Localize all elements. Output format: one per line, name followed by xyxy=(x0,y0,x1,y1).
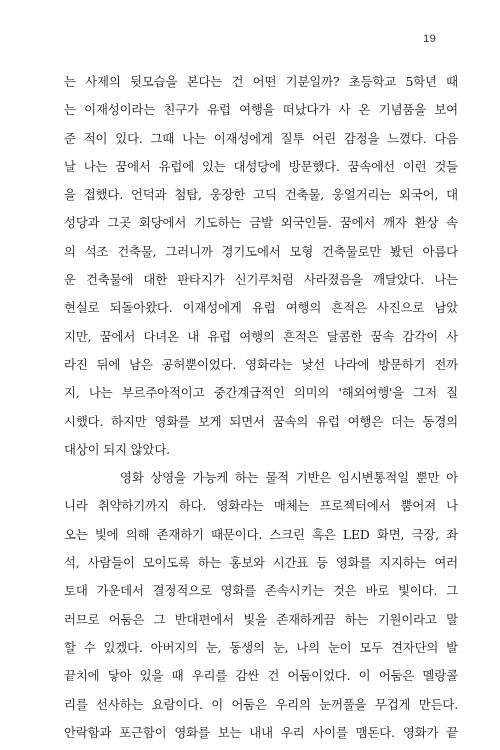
text-line: 준 적이 있다. 그때 나는 이재성에게 질투 어린 감정을 느꼈다. 다음 xyxy=(64,130,458,146)
paragraph-2 xyxy=(64,464,458,747)
text-line: 지, 나는 부르주아적이고 중간계급적인 의미의 '해외여행'을 그저 질 xyxy=(64,385,458,401)
text-line: 시했다. 하지만 영화를 보게 되면서 꿈속의 유럽 여행은 더는 동경의 xyxy=(64,413,458,429)
page-number: 19 xyxy=(423,33,436,45)
text-line: 영화 상영을 가능케 하는 물적 기반은 임시변통적일 뿐만 아 xyxy=(120,470,458,486)
text-line: 러므로 어둠은 그 반대편에서 빛을 존재하게끔 하는 기원이라고 말 xyxy=(64,611,458,627)
text-line: 라진 뒤에 남은 공허뿐이었다. 영화라는 낯선 나라에 방문하기 전까 xyxy=(64,356,458,372)
text-line: 석, 사람들이 모이도록 하는 홍보와 시간표 등 영화를 지지하는 여러 xyxy=(64,555,458,571)
text-line: 는 이재성이라는 친구가 유럽 여행을 떠났다가 사 온 기념품을 보여 xyxy=(64,102,458,118)
paragraph-1 xyxy=(64,68,458,464)
text-line: 을 접했다. 언덕과 첨탑, 웅장한 고딕 건축물, 웅얼거리는 외국어, 대 xyxy=(64,187,458,203)
text-line: 현실로 되돌아왔다. 이재성에게 유럽 여행의 흔적은 사진으로 남았 xyxy=(64,300,458,316)
text-line: 할 수 있겠다. 아버지의 눈, 동생의 눈, 나의 눈이 모두 견자단의 발 xyxy=(64,639,458,655)
text-line: 날 나는 꿈에서 유럽에 있는 대성당에 방문했다. 꿈속에선 이런 것들 xyxy=(64,158,458,174)
text-line: 의 석조 건축물, 그러니까 경기도에서 모형 건축물로만 봤던 아름다 xyxy=(64,243,458,259)
text-line: 리를 선사하는 요람이다. 이 어둠은 우리의 눈꺼풀을 무겁게 만든다. xyxy=(64,696,458,712)
text-line: 성당과 그곳 회당에서 기도하는 금발 외국인들. 꿈에서 깨자 환상 속 xyxy=(64,215,458,231)
text-line: 안락함과 포근함이 영화를 보는 내내 우리 사이를 맴돈다. 영화가 끝 xyxy=(64,724,458,740)
text-line: 운 건축물에 대한 판타지가 신기루처럼 사라졌음을 깨달았다. 나는 xyxy=(64,272,458,288)
text-line: 니라 취약하기까지 하다. 영화라는 매체는 프로젝터에서 뿜어져 나 xyxy=(64,498,458,514)
body-text xyxy=(64,68,458,747)
text-line: 대상이 되지 않았다. xyxy=(64,441,170,457)
text-line: 지만, 꿈에서 다녀온 내 유럽 여행의 흔적은 달콤한 꿈속 감각이 사 xyxy=(64,328,458,344)
text-line: 끝치에 닿아 있을 때 우리를 감싼 건 어둠이었다. 이 어둠은 멜랑콜 xyxy=(64,668,458,684)
text-line: 는 사제의 뒷모습을 본다는 건 어떤 기분일까? 초등학교 5학년 때 xyxy=(64,74,458,89)
text-line: 오는 빛에 의해 존재하기 때문이다. 스크린 혹은 LED 화면, 극장, 좌 xyxy=(64,526,458,542)
text-line: 토대 가운데서 결정적으로 영화를 존속시키는 것은 바로 빛이다. 그 xyxy=(64,583,458,599)
